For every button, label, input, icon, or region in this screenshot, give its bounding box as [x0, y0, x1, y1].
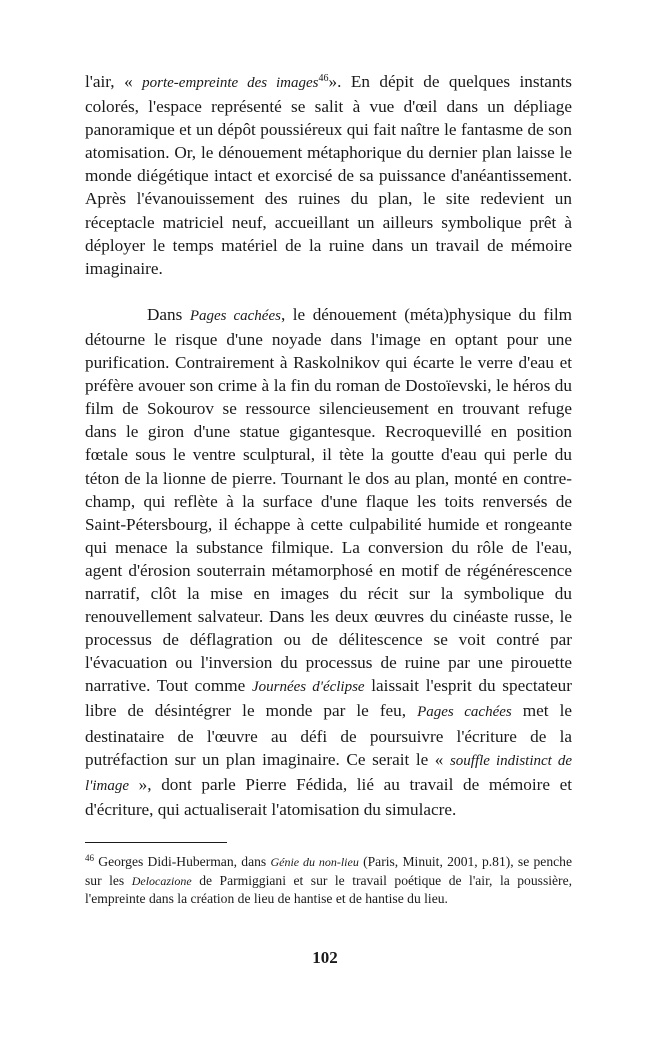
page-number: 102	[312, 948, 338, 967]
text-run: laissait l'esprit du spectateur libre de désintégrer le monde par le feu,	[85, 676, 572, 721]
film-title: Pages cachées	[417, 704, 512, 721]
footnote	[85, 853, 572, 909]
text-run: l'air, «	[85, 72, 143, 91]
footnote-number: 46	[85, 853, 94, 863]
footnote-text: de Parmiggiani et sur le travail poétique de l'air, la poussière, l'empreinte dans la création de lieu de hantise et de hantise du lieu.	[85, 872, 572, 906]
text-run: met le destinataire de l'œuvre au défi de poursuivre l'écriture de la putréfaction sur un plan imaginaire. Ce serait le «	[85, 701, 572, 769]
text-run: », dont parle Pierre Fédida, lié au travail de mémoire et d'écriture, qui actualiserait l'atomisation du simulacre.	[85, 774, 572, 819]
footnote-separator	[85, 842, 227, 843]
book-title: Génie du non-lieu	[270, 855, 359, 869]
work-title: Delocazione	[131, 873, 192, 888]
text-run: ». En dépit de quelques instants colorés, l'espace représenté se salit à vue d'œil dans un dépliage panoramique et un dépôt poussiéreux qui fait naître le fantasme de son atomisation. Or, le dénouement métaphorique du dernier plan laisse le monde diégétique intact et exorcisé de sa puissance d'anéantissement. Après l'évanouissement des ruines du plan, le site redevient un réceptacle matriciel neuf, accueillant un ailleurs symbolique prêt à déployer le temps matériel de la ruine dans un travail de mémoire imaginaire.	[85, 72, 572, 278]
film-title: Pages cachées	[189, 307, 281, 324]
page-body	[85, 70, 572, 821]
film-title: Journées d'éclipse	[251, 679, 365, 696]
paragraph-2	[85, 303, 572, 821]
quoted-phrase: souffle indistinct de l'image	[85, 752, 572, 794]
quoted-phrase: porte-empreinte des images	[142, 75, 319, 91]
footnote-text: Georges Didi-Huberman, dans	[94, 854, 271, 869]
text-run: , le dénouement (méta)physique du film détourne le risque d'une noyade dans l'image en optant pour une purification. Contrairement à Raskolnikov qui écarte le verre d'eau et préfère avouer son crime à la fin du roman de Dostoïevski, le héros du film de Sokourov se ressource silencieusement en trouvant refuge dans le giron d'une statue gigantesque. Recroquevillé en position fœtale sous le ventre sculptural, il tète la goutte d'eau qui perle du téton de la lionne de pierre. Tournant le dos au plan, monté en contre-champ, qui reflète à la surface d'une flaque les toits renversés de Saint-Pétersbourg, il échappe à cette culpabilité humide et rongeante qui menace la substance filmique. La conversion du rôle de l'eau, agent d'érosion souterrain métamorphosé en motif de régénérescence narratif, clôt la mise en images du récit sur la symbolique du renouvellement salvateur. Dans les deux œuvres du cinéaste russe, le processus de déflagration ou de délitescence se voit contré par l'évacuation ou l'inversion du processus de ruine par une pirouette narrative. Tout comme	[85, 304, 572, 696]
paragraph-1	[85, 70, 572, 280]
footnote-reference[interactable]: 46	[318, 73, 329, 84]
footnote-text: (Paris, Minuit, 2001, p.81), se penche sur les	[85, 854, 572, 888]
text-run: Dans	[147, 304, 190, 324]
